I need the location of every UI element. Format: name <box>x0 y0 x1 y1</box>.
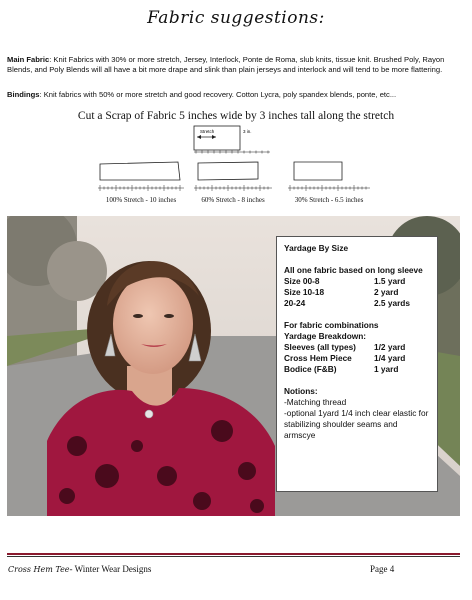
footer-script-title: Cross Hem Tee <box>8 565 70 574</box>
size-label: Size 10-18 <box>284 287 325 297</box>
size-row <box>284 287 430 298</box>
page-title: Fabric suggestions: <box>147 8 325 28</box>
footer-rule-accent <box>7 553 460 555</box>
main-fabric-text: : Knit Fabrics with 30% or more stretch, Jersey, Interlock, Ponte de Roma, slub knits, tissue knit. Brushed Poly, Rayon Blends, and Poly Blends will all have a bit more drape and slink than plain jerseys and interlock and will tend to be more flattering. <box>7 55 445 75</box>
height-label: 3 in. <box>243 129 252 134</box>
notion-item: -optional 1yard 1/4 inch clear elastic for stabilizing shoulder seams and armscye <box>284 408 429 440</box>
size-amount: 1.5 yard <box>374 276 406 286</box>
ruler-60-caption: 60% Stretch - 8 inches <box>201 196 265 204</box>
footer-title <box>8 564 151 574</box>
bindings-text: : Knit fabrics with 50% or more stretch and good recovery. Cotton Lycra, poly spandex blends, ponte, etc... <box>39 90 397 99</box>
ruler-30-graphic <box>286 158 372 194</box>
size-amount: 2.5 yards <box>374 298 410 308</box>
size-label: Size 00-8 <box>284 276 320 286</box>
ruler-30-caption: 30% Stretch - 6.5 inches <box>294 196 364 204</box>
size-row <box>284 298 430 309</box>
combo-amount: 1 yard <box>374 364 399 374</box>
size-amount: 2 yard <box>374 287 399 297</box>
size-row <box>284 276 430 287</box>
combo-piece: Cross Hem Piece <box>284 353 352 363</box>
combo-piece: Sleeves (all types) <box>284 342 356 352</box>
bindings-label: Bindings <box>7 90 40 99</box>
combo-piece: Bodice (F&B) <box>284 364 337 374</box>
combo-row <box>284 353 430 364</box>
combo-amount: 1/4 yard <box>374 353 406 363</box>
combo-row <box>284 342 430 353</box>
notion-item: -Matching thread <box>284 397 347 407</box>
ruler-60-graphic <box>192 158 274 194</box>
ruler-100-caption: 100% Stretch - 10 inches <box>105 196 177 204</box>
page-number: Page 4 <box>370 564 395 574</box>
combo-amount: 1/2 yard <box>374 342 406 352</box>
notions-heading: Notions: <box>284 386 318 396</box>
yardage-box <box>276 236 438 492</box>
scrap-heading: Cut a Scrap of Fabric 5 inches wide by 3 inches tall along the stretch <box>77 110 395 122</box>
ruler-60-percent <box>192 158 274 208</box>
ruler-30-percent <box>286 158 372 208</box>
main-fabric-paragraph <box>7 55 467 76</box>
yardage-heading: Yardage By Size <box>284 243 349 253</box>
footer-rule <box>7 556 460 557</box>
stretch-sample-diagram <box>192 124 272 156</box>
combo-heading: For fabric combinations <box>284 320 379 330</box>
ruler-100-graphic <box>96 158 186 194</box>
combo-subheading: Yardage Breakdown: <box>284 331 367 341</box>
size-label: 20-24 <box>284 298 306 308</box>
combo-row <box>284 364 430 375</box>
yardage-subheading: All one fabric based on long sleeve <box>284 265 423 275</box>
main-fabric-label: Main Fabric <box>7 55 50 64</box>
ruler-100-percent <box>96 158 186 208</box>
footer-brand: - Winter Wear Designs <box>69 564 152 574</box>
stretch-label: Stretch <box>200 129 215 134</box>
bindings-paragraph <box>7 90 467 100</box>
